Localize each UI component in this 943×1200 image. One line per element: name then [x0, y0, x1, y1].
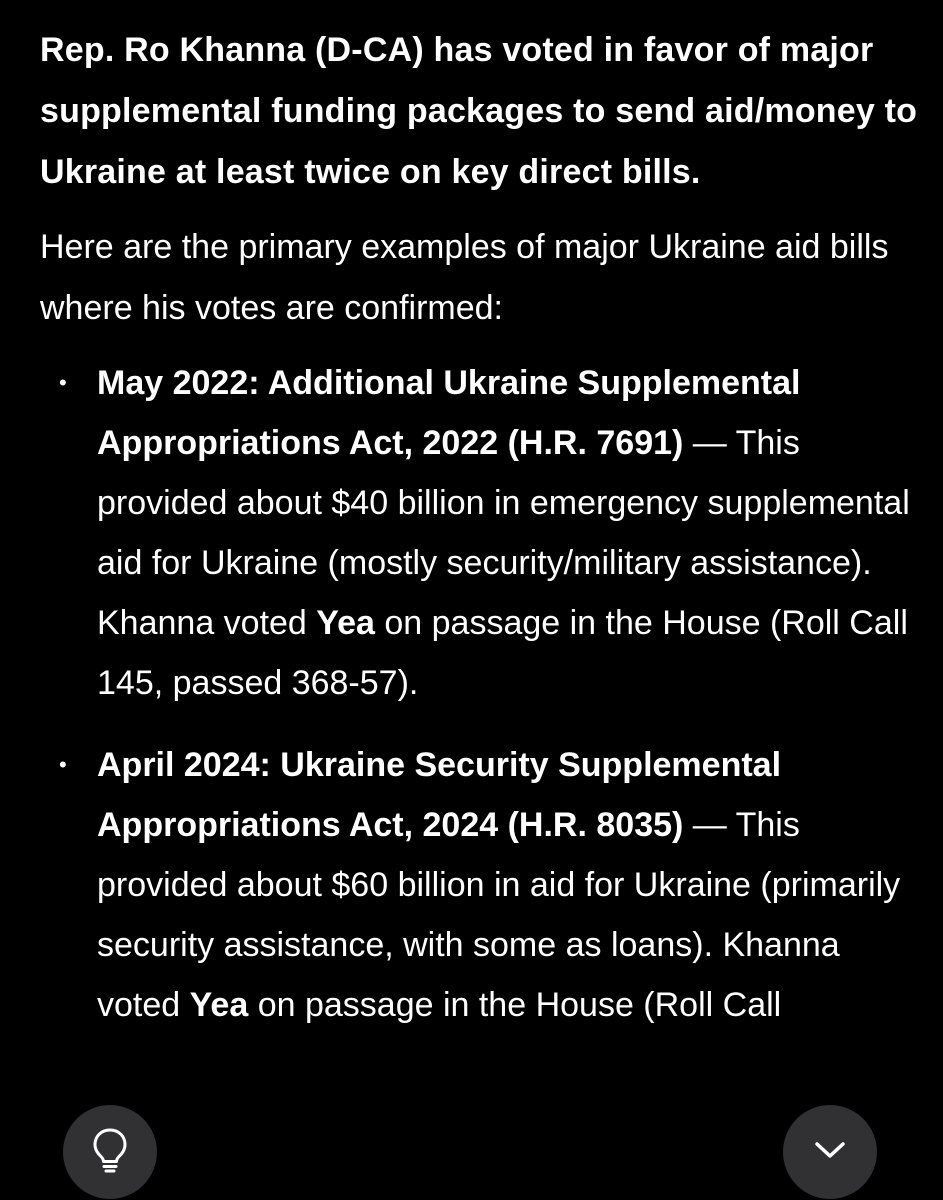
scroll-down-button[interactable] [783, 1105, 877, 1199]
bill-text: — This provided about $60 billion in aid for Ukraine (primarily security assistance, with some as loans). Khanna voted [97, 806, 901, 1024]
lightbulb-icon [90, 1126, 130, 1179]
message-body [40, 20, 920, 1057]
list-item [40, 353, 920, 713]
vote-label: Yea [189, 986, 249, 1024]
bullet: • [59, 752, 67, 777]
intro-paragraph: Here are the primary examples of major Ukraine aid bills where his votes are confirmed: [40, 228, 889, 327]
chevron-down-icon [813, 1139, 847, 1166]
bill-text: on passage in the House (Roll Call [248, 986, 782, 1024]
bill-text: on passage in the House (Roll Call 145, passed 368-57). [97, 604, 908, 702]
bill-heading: April 2024: Ukraine Security Supplemental Appropriations Act, 2024 (H.R. 8035) [97, 746, 782, 844]
bullet: • [59, 370, 67, 395]
lead-paragraph: Rep. Ro Khanna (D-CA) has voted in favor of major supplemental funding packages to send aid/money to Ukraine at least twice on key direct bills. [40, 31, 918, 191]
suggestion-button[interactable] [63, 1105, 157, 1199]
list-item [40, 735, 920, 1035]
bill-text: — This provided about $40 billion in emergency supplemental aid for Ukraine (mostly security/military assistance). Khanna voted [97, 424, 910, 642]
bill-heading: May 2022: Additional Ukraine Supplemental Appropriations Act, 2022 (H.R. 7691) [97, 364, 801, 462]
vote-label: Yea [316, 604, 375, 642]
bill-list [40, 353, 920, 1035]
